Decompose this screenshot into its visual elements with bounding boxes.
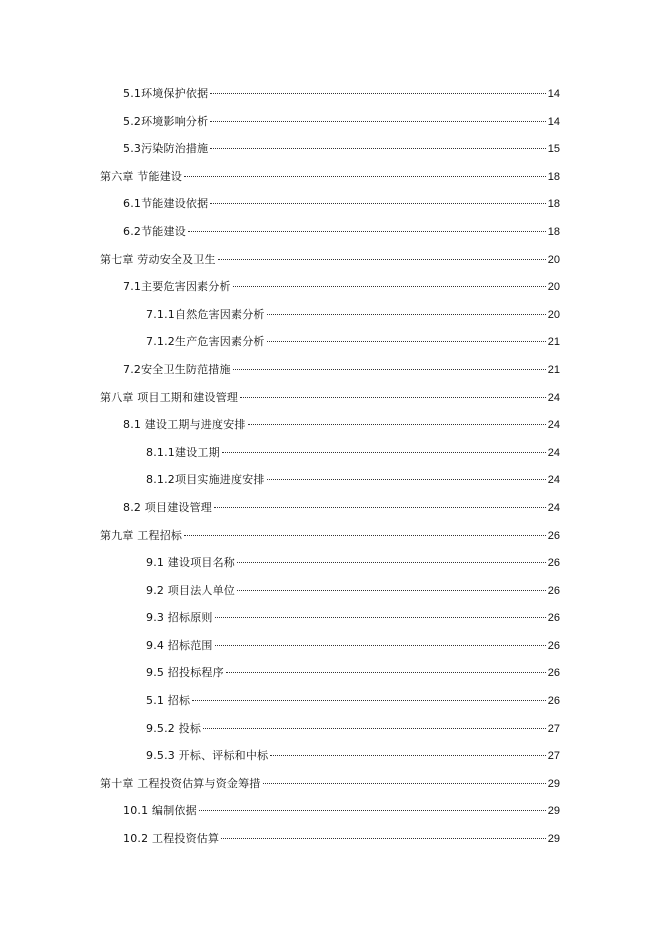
toc-dot-leader: [199, 809, 546, 811]
toc-page-number: 18: [547, 225, 560, 238]
toc-section-entry[interactable]: [0, 825, 662, 853]
toc-entry-title: 第八章 项目工期和建设管理: [100, 390, 239, 404]
toc-dot-leader: [210, 92, 545, 94]
toc-dot-leader: [248, 423, 546, 425]
toc-dot-leader: [226, 671, 546, 673]
toc-page-number: 26: [547, 667, 560, 680]
toc-entry-title: 6.1节能建设依据: [123, 197, 209, 211]
toc-entry-title: 8.1 建设工期与进度安排: [123, 418, 246, 432]
toc-dot-leader: [237, 589, 546, 591]
toc-entry-title: 8.2 项目建设管理: [123, 500, 212, 514]
toc-entry-title: 9.5.2 投标: [146, 721, 202, 735]
toc-section-entry[interactable]: [0, 218, 662, 246]
toc-entry-title: 6.2节能建设: [123, 224, 186, 238]
toc-section-entry[interactable]: [0, 135, 662, 163]
toc-section-entry[interactable]: [0, 659, 662, 687]
toc-page-number: 20: [547, 253, 560, 266]
toc-entry-title: 7.1.1自然危害因素分析: [146, 307, 265, 321]
toc-page-number: 26: [547, 639, 560, 652]
toc-section-entry[interactable]: [0, 604, 662, 632]
toc-dot-leader: [240, 396, 546, 398]
toc-entry-title: 10.2 工程投资估算: [123, 832, 220, 846]
toc-section-entry[interactable]: [0, 328, 662, 356]
toc-section-entry[interactable]: [0, 439, 662, 467]
toc-dot-leader: [184, 175, 546, 177]
toc-entry-title: 9.2 项目法人单位: [146, 583, 235, 597]
toc-entry-title: 5.1环境保护依据: [123, 87, 209, 100]
toc-entry-title: 第七章 劳动安全及卫生: [100, 252, 216, 266]
toc-dot-leader: [215, 644, 546, 646]
toc-page-number: 21: [547, 363, 560, 376]
toc-entry-title: 第十章 工程投资估算与资金筹措: [100, 776, 261, 790]
toc-dot-leader: [237, 561, 546, 563]
toc-entry-title: 9.1 建设项目名称: [146, 556, 235, 570]
toc-page-number: 14: [547, 115, 560, 128]
toc-page-number: 20: [547, 308, 560, 321]
toc-entry-title: 第九章 工程招标: [100, 528, 183, 542]
toc-entry-title: 7.2安全卫生防范措施: [123, 362, 231, 376]
toc-dot-leader: [233, 285, 546, 287]
toc-page-number: 21: [547, 336, 560, 349]
toc-entry-title: 10.1 编制依据: [123, 804, 197, 818]
toc-dot-leader: [210, 120, 545, 122]
toc-entry-title: 7.1主要危害因素分析: [123, 280, 231, 294]
toc-page-number: 26: [547, 584, 560, 597]
toc-dot-leader: [233, 368, 546, 370]
toc-entry-title: 5.2环境影响分析: [123, 114, 209, 128]
toc-page-number: 18: [547, 198, 560, 211]
toc-dot-leader: [270, 754, 545, 756]
toc-section-entry[interactable]: [0, 190, 662, 218]
toc-page-number: 15: [547, 143, 560, 156]
toc-page-number: 24: [547, 474, 560, 487]
toc-section-entry[interactable]: [0, 549, 662, 577]
toc-section-entry[interactable]: [0, 715, 662, 743]
toc-section-entry[interactable]: [0, 301, 662, 329]
toc-dot-leader: [267, 478, 546, 480]
toc-page-number: 24: [547, 501, 560, 514]
toc-dot-leader: [210, 147, 545, 149]
toc-chapter-entry[interactable]: [0, 384, 662, 412]
toc-dot-leader: [263, 782, 546, 784]
toc-section-entry[interactable]: [0, 108, 662, 136]
toc-chapter-entry[interactable]: [0, 246, 662, 274]
toc-entry-title: 5.3污染防治措施: [123, 142, 209, 156]
toc-entry-title: 9.5 招投标程序: [146, 666, 224, 680]
toc-section-entry[interactable]: [0, 273, 662, 301]
toc-page-number: 14: [547, 88, 560, 100]
toc-entry-title: 8.1.2项目实施进度安排: [146, 473, 265, 487]
toc-page-number: 20: [547, 281, 560, 294]
toc-entry-title: 9.3 招标原则: [146, 611, 213, 625]
toc-entry-title: 5.1 招标: [146, 694, 191, 708]
toc-chapter-entry[interactable]: [0, 163, 662, 191]
toc-dot-leader: [218, 258, 546, 260]
toc-page-number: 26: [547, 695, 560, 708]
toc-page-number: 29: [547, 805, 560, 818]
toc-page-number: 26: [547, 612, 560, 625]
toc-section-entry[interactable]: [0, 687, 662, 715]
toc-page-number: 29: [547, 777, 560, 790]
toc-section-entry[interactable]: [0, 411, 662, 439]
toc-dot-leader: [222, 451, 546, 453]
toc-dot-leader: [192, 699, 546, 701]
table-of-contents: [0, 80, 662, 853]
toc-entry-title: 第六章 节能建设: [100, 169, 183, 183]
toc-dot-leader: [267, 340, 546, 342]
toc-page-number: 29: [547, 833, 560, 846]
toc-dot-leader: [188, 230, 546, 232]
toc-page-number: 18: [547, 170, 560, 183]
toc-section-entry[interactable]: [0, 494, 662, 522]
toc-dot-leader: [215, 616, 546, 618]
toc-chapter-entry[interactable]: [0, 770, 662, 798]
toc-dot-leader: [214, 506, 546, 508]
toc-dot-leader: [184, 534, 546, 536]
toc-section-entry[interactable]: [0, 797, 662, 825]
toc-section-entry[interactable]: [0, 356, 662, 384]
toc-page-number: 24: [547, 391, 560, 404]
toc-entry-title: 7.1.2生产危害因素分析: [146, 335, 265, 349]
toc-section-entry[interactable]: [0, 80, 662, 108]
toc-section-entry[interactable]: [0, 466, 662, 494]
toc-section-entry[interactable]: [0, 632, 662, 660]
toc-dot-leader: [203, 727, 546, 729]
toc-section-entry[interactable]: [0, 742, 662, 770]
toc-page-number: 27: [547, 750, 560, 763]
toc-dot-leader: [210, 202, 545, 204]
toc-dot-leader: [267, 313, 546, 315]
toc-entry-title: 9.5.3 开标、评标和中标: [146, 749, 269, 763]
toc-entry-title: 8.1.1建设工期: [146, 445, 220, 459]
toc-section-entry[interactable]: [0, 577, 662, 605]
toc-chapter-entry[interactable]: [0, 522, 662, 550]
toc-page-number: 26: [547, 529, 560, 542]
toc-page-number: 24: [547, 419, 560, 432]
toc-entry-title: 9.4 招标范围: [146, 638, 213, 652]
toc-dot-leader: [221, 837, 546, 839]
toc-page-number: 27: [547, 722, 560, 735]
toc-page-number: 24: [547, 446, 560, 459]
toc-page-number: 26: [547, 557, 560, 570]
